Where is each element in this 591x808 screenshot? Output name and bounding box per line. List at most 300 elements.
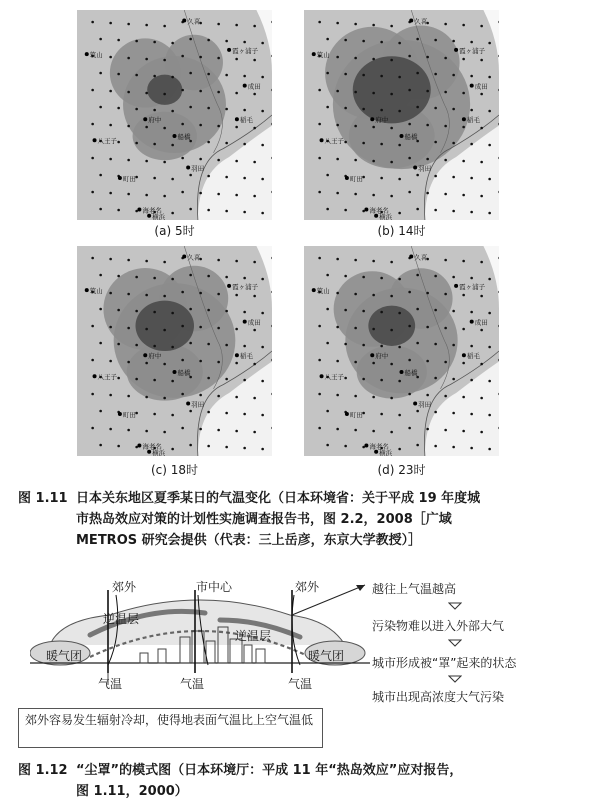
map-station-dot [344, 445, 347, 448]
map-station-dot [326, 38, 329, 41]
map-station-dot [462, 92, 465, 95]
map-station-dot [408, 359, 411, 362]
map-station-dot [416, 38, 419, 41]
map-station-dot [336, 394, 339, 397]
caption-line: 市热岛效应对策的计划性实施调查报告书，图 2.2，2008［广域 [76, 512, 452, 527]
map-city-dot [182, 255, 186, 259]
map-station-dot [452, 344, 455, 347]
map-station-dot [452, 276, 455, 279]
map-station-dot [380, 277, 383, 280]
map-station-dot [127, 395, 130, 398]
map-station-dot [99, 410, 102, 413]
map-city-dot [462, 117, 466, 121]
map-station-dot [163, 329, 166, 332]
map-city-dot [413, 402, 417, 406]
map-station-dot [225, 310, 228, 313]
map-station-dot [398, 414, 401, 417]
map-city-dot [364, 208, 368, 212]
map-city-dot [137, 444, 141, 448]
map-station-dot [354, 57, 357, 60]
map-station-dot [470, 143, 473, 146]
map-station-dot [117, 107, 120, 110]
map-station-dot [380, 143, 383, 146]
map-station-dot [336, 192, 339, 195]
map-station-dot [153, 75, 156, 78]
map-station-dot [217, 91, 220, 94]
map-station-dot [153, 379, 156, 382]
map-city-dot [137, 208, 141, 212]
map-place-label: 羽田 [191, 164, 205, 173]
map-station-dot [163, 127, 166, 130]
map-place-label: 久喜 [414, 253, 428, 262]
map-station-dot [261, 380, 264, 383]
map-station-dot [344, 107, 347, 110]
map-station-dot [380, 311, 383, 314]
map-place-label: 久喜 [187, 253, 201, 262]
map-station-dot [127, 259, 130, 262]
map-station-dot [199, 192, 202, 195]
map-station-dot [390, 93, 393, 96]
map-station-dot [326, 274, 329, 277]
map-place-label: 稲毛 [239, 352, 253, 361]
map-station-dot [207, 39, 210, 42]
map-station-dot [135, 108, 138, 111]
map-station-dot [426, 124, 429, 127]
map-station-dot [462, 328, 465, 331]
map-station-dot [488, 144, 491, 147]
map-station-dot [372, 362, 375, 365]
map-station-dot [199, 326, 202, 329]
map-station-dot [253, 127, 256, 130]
map-station-dot [462, 126, 465, 129]
map-station-dot [354, 429, 357, 432]
map-station-dot [163, 431, 166, 434]
map-station-dot [344, 275, 347, 278]
map-station-dot [171, 448, 174, 451]
map-station-dot [163, 363, 166, 366]
map-station-dot [470, 41, 473, 44]
map-station-dot [444, 259, 447, 262]
map-station-dot [354, 395, 357, 398]
map-station-dot [109, 158, 112, 161]
map-station-dot [199, 394, 202, 397]
map-station-dot [171, 346, 174, 349]
figure-number: 图 1.12 [18, 763, 68, 778]
map-station-dot [207, 343, 210, 346]
map-station-dot [354, 193, 357, 196]
map-city-dot [320, 374, 324, 378]
map-station-dot [462, 24, 465, 27]
map-station-dot [398, 278, 401, 281]
map-station-dot [336, 158, 339, 161]
map-station-dot [243, 447, 246, 450]
map-station-dot [416, 410, 419, 413]
map-station-dot [225, 446, 228, 449]
map-station-dot [488, 110, 491, 113]
map-station-dot [390, 161, 393, 164]
map-station-dot [452, 142, 455, 145]
map-station-dot [225, 176, 228, 179]
map-station-dot [261, 42, 264, 45]
map-station-dot [480, 329, 483, 332]
map-station-dot [225, 276, 228, 279]
map-station-dot [470, 345, 473, 348]
map-station-dot [470, 413, 473, 416]
map-station-dot [480, 195, 483, 198]
map-station-dot [171, 144, 174, 147]
label-city-center: 市中心 [196, 580, 233, 594]
flow-down-arrow-icon [448, 639, 462, 647]
map-station-dot [480, 25, 483, 28]
map-station-dot [326, 208, 329, 211]
map-station-dot [434, 445, 437, 448]
map-station-dot [189, 174, 192, 177]
map-place-label: 羽田 [418, 164, 432, 173]
map-station-dot [145, 430, 148, 433]
map-station-dot [318, 393, 321, 396]
panel-caption-c: (c) 18时 [150, 463, 199, 477]
map-station-dot [434, 39, 437, 42]
map-station-dot [207, 445, 210, 448]
map-city-dot [186, 166, 190, 170]
map-station-dot [127, 429, 130, 432]
map-station-dot [434, 141, 437, 144]
map-station-dot [336, 258, 339, 261]
map-station-dot [480, 397, 483, 400]
map-station-dot [261, 346, 264, 349]
map-station-dot [480, 127, 483, 130]
map-place-label: 府中 [148, 116, 162, 125]
map-station-dot [99, 444, 102, 447]
caption-line: 图 1.11，2000） [76, 784, 188, 799]
map-station-dot [253, 363, 256, 366]
flow-down-arrow-icon [448, 675, 462, 683]
map-station-dot [91, 89, 94, 92]
map-place-label: 霞ヶ浦子 [459, 282, 486, 291]
label-temperature-2: 气温 [180, 677, 205, 691]
map-station-dot [372, 194, 375, 197]
map-station-dot [243, 413, 246, 416]
map-station-dot [127, 91, 130, 94]
label-temperature-1: 气温 [98, 677, 123, 691]
map-station-dot [390, 195, 393, 198]
map-station-dot [480, 93, 483, 96]
map-station-dot [91, 427, 94, 430]
map-station-dot [91, 393, 94, 396]
panel-caption-d: (d) 23时 [377, 463, 426, 477]
map-station-dot [253, 93, 256, 96]
map-station-dot [181, 55, 184, 58]
map-station-dot [416, 72, 419, 75]
map-station-dot [480, 161, 483, 164]
map-place-label: 久喜 [187, 17, 201, 26]
map-city-dot [454, 48, 458, 52]
map-station-dot [199, 124, 202, 127]
map-station-dot [117, 39, 120, 42]
map-station-dot [217, 429, 220, 432]
map-station-dot [398, 144, 401, 147]
map-station-dot [408, 55, 411, 58]
note-box: 郊外容易发生辐射冷却，使得地表面气温比上空气温低 [18, 708, 323, 748]
map-station-dot [408, 291, 411, 294]
map-station-dot [199, 292, 202, 295]
map-station-dot [444, 91, 447, 94]
map-station-dot [109, 292, 112, 295]
map-place-label: 羽田 [418, 400, 432, 409]
map-station-dot [109, 90, 112, 93]
map-place-label: 横浜 [379, 448, 393, 456]
map-station-dot [127, 57, 130, 60]
map-station-dot [462, 430, 465, 433]
flow-step-3: 城市形成被“罩”起来的状态 [372, 656, 517, 670]
map-station-dot [470, 177, 473, 180]
map-station-dot [444, 395, 447, 398]
map-station-dot [189, 342, 192, 345]
map-station-dot [354, 23, 357, 26]
map-station-dot [318, 89, 321, 92]
map-station-dot [109, 56, 112, 59]
figure-caption-1-12 [18, 760, 578, 802]
map-station-dot [318, 359, 321, 362]
map-station-dot [171, 212, 174, 215]
map-station-dot [163, 93, 166, 96]
map-station-dot [318, 157, 321, 160]
map-city-dot [85, 288, 89, 292]
map-place-label: 船橋 [404, 369, 418, 377]
map-station-dot [444, 57, 447, 60]
map-station-dot [416, 444, 419, 447]
map-station-dot [189, 106, 192, 109]
map-station-dot [462, 396, 465, 399]
map-station-dot [199, 90, 202, 93]
map-station-dot [261, 212, 264, 215]
map-station-dot [354, 293, 357, 296]
map-place-label: 八王子 [97, 373, 118, 382]
map-station-dot [199, 56, 202, 59]
map-hot-core [147, 75, 182, 105]
map-station-dot [416, 274, 419, 277]
map-station-dot [243, 277, 246, 280]
map-station-dot [488, 346, 491, 349]
map-place-label: 稲毛 [239, 116, 253, 125]
map-station-dot [127, 125, 130, 128]
map-station-dot [189, 38, 192, 41]
map-station-dot [207, 377, 210, 380]
map-station-dot [470, 75, 473, 78]
map-station-dot [444, 23, 447, 26]
map-station-dot [243, 379, 246, 382]
map-station-dot [434, 175, 437, 178]
map-station-dot [470, 447, 473, 450]
label-temperature-3: 气温 [288, 677, 313, 691]
map-station-dot [426, 192, 429, 195]
map-place-label: 府中 [375, 116, 389, 125]
map-station-dot [488, 76, 491, 79]
map-station-dot [444, 327, 447, 330]
map-station-dot [354, 361, 357, 364]
map-place-label: 稲毛 [466, 352, 480, 361]
map-station-dot [127, 159, 130, 162]
map-station-dot [243, 311, 246, 314]
map-city-dot [312, 288, 316, 292]
map-place-label: 町田 [122, 175, 136, 183]
map-station-dot [452, 176, 455, 179]
map-station-dot [336, 22, 339, 25]
map-station-dot [109, 326, 112, 329]
map-station-dot [416, 342, 419, 345]
map-place-label: 成田 [247, 318, 261, 327]
map-station-dot [434, 107, 437, 110]
map-station-dot [225, 40, 228, 43]
map-city-dot [413, 166, 417, 170]
map-station-dot [189, 308, 192, 311]
map-station-dot [326, 444, 329, 447]
map-panel-c [77, 246, 272, 456]
map-station-dot [145, 92, 148, 95]
panel-caption-a: (a) 5时 [154, 224, 195, 238]
map-station-dot [444, 293, 447, 296]
map-city-dot [470, 320, 474, 324]
map-station-dot [470, 211, 473, 214]
map-station-dot [145, 328, 148, 331]
map-station-dot [362, 378, 365, 381]
map-station-dot [235, 362, 238, 365]
map-station-dot [372, 160, 375, 163]
map-station-dot [225, 142, 228, 145]
map-station-dot [470, 109, 473, 112]
map-station-dot [171, 414, 174, 417]
caption-line: METROS 研究会提供（代表：三上岳彦，东京大学教授）］ [76, 533, 422, 548]
map-station-dot [362, 344, 365, 347]
map-station-dot [109, 360, 112, 363]
map-station-dot [416, 208, 419, 211]
map-station-dot [171, 76, 174, 79]
map-station-dot [207, 411, 210, 414]
map-station-dot [488, 414, 491, 417]
map-station-dot [398, 380, 401, 383]
map-station-dot [261, 144, 264, 147]
map-station-dot [243, 345, 246, 348]
map-station-dot [444, 361, 447, 364]
map-station-dot [127, 327, 130, 330]
map-station-dot [171, 110, 174, 113]
map-station-dot [99, 72, 102, 75]
map-station-dot [372, 260, 375, 263]
map-panel-d [304, 246, 499, 456]
map-station-dot [444, 159, 447, 162]
map-station-dot [99, 342, 102, 345]
map-station-dot [380, 413, 383, 416]
map-place-label: 霞ヶ浦子 [232, 282, 259, 291]
map-place-label: 成田 [474, 318, 488, 327]
map-panel-b [304, 10, 499, 220]
map-station-dot [444, 125, 447, 128]
map-place-label: 船橋 [177, 133, 191, 141]
map-station-dot [217, 23, 220, 26]
map-station-dot [181, 427, 184, 430]
map-station-dot [109, 124, 112, 127]
map-station-dot [127, 23, 130, 26]
flow-step-1: 越往上气温越高 [372, 582, 457, 596]
map-city-dot [243, 84, 247, 88]
map-station-dot [207, 73, 210, 76]
map-station-dot [207, 309, 210, 312]
map-station-dot [452, 446, 455, 449]
map-station-dot [253, 397, 256, 400]
map-station-dot [109, 428, 112, 431]
map-station-dot [135, 40, 138, 43]
map-station-dot [217, 57, 220, 60]
map-station-dot [235, 396, 238, 399]
map-station-dot [318, 191, 321, 194]
map-station-dot [253, 261, 256, 264]
map-station-dot [181, 191, 184, 194]
map-station-dot [189, 274, 192, 277]
map-station-dot [135, 74, 138, 77]
map-station-dot [181, 89, 184, 92]
map-station-dot [326, 106, 329, 109]
map-place-label: 久喜 [414, 17, 428, 26]
map-station-dot [326, 410, 329, 413]
map-station-dot [217, 125, 220, 128]
map-station-dot [434, 275, 437, 278]
map-station-dot [326, 342, 329, 345]
map-station-dot [434, 377, 437, 380]
map-place-label: 船橋 [404, 133, 418, 141]
map-city-dot [93, 374, 97, 378]
map-station-dot [354, 259, 357, 262]
map-place-label: 成田 [474, 82, 488, 91]
map-station-dot [336, 326, 339, 329]
map-station-dot [326, 308, 329, 311]
map-station-dot [408, 393, 411, 396]
map-station-dot [488, 212, 491, 215]
map-station-dot [462, 294, 465, 297]
map-station-dot [434, 73, 437, 76]
map-station-dot [91, 123, 94, 126]
map-station-dot [444, 193, 447, 196]
label-suburb-right: 郊外 [295, 580, 320, 594]
map-place-label: 八王子 [97, 137, 118, 146]
map-city-dot [370, 117, 374, 121]
map-station-dot [117, 275, 120, 278]
map-station-dot [470, 311, 473, 314]
map-station-dot [462, 362, 465, 365]
map-station-dot [109, 192, 112, 195]
map-station-dot [318, 123, 321, 126]
map-station-dot [217, 159, 220, 162]
map-station-dot [452, 40, 455, 43]
caption-line: “尘罩”的模式图（日本环境厅：平成 11 年“热岛效应”应对报告， [76, 763, 463, 778]
map-place-label: 霞ヶ浦子 [232, 46, 259, 55]
map-place-label: 筑山 [89, 287, 103, 296]
flow-step-4: 城市出现高浓度大气污染 [372, 690, 505, 704]
map-station-dot [372, 126, 375, 129]
map-city-dot [93, 138, 97, 142]
map-place-label: 筑山 [89, 51, 103, 60]
map-station-dot [207, 175, 210, 178]
map-station-dot [261, 414, 264, 417]
map-station-dot [426, 90, 429, 93]
map-station-dot [426, 158, 429, 161]
map-station-dot [390, 295, 393, 298]
map-station-dot [99, 274, 102, 277]
map-station-dot [344, 39, 347, 42]
map-city-dot [235, 117, 239, 121]
map-station-dot [99, 208, 102, 211]
map-place-label: 海老名 [369, 442, 389, 451]
map-place-label: 海老名 [142, 206, 162, 215]
